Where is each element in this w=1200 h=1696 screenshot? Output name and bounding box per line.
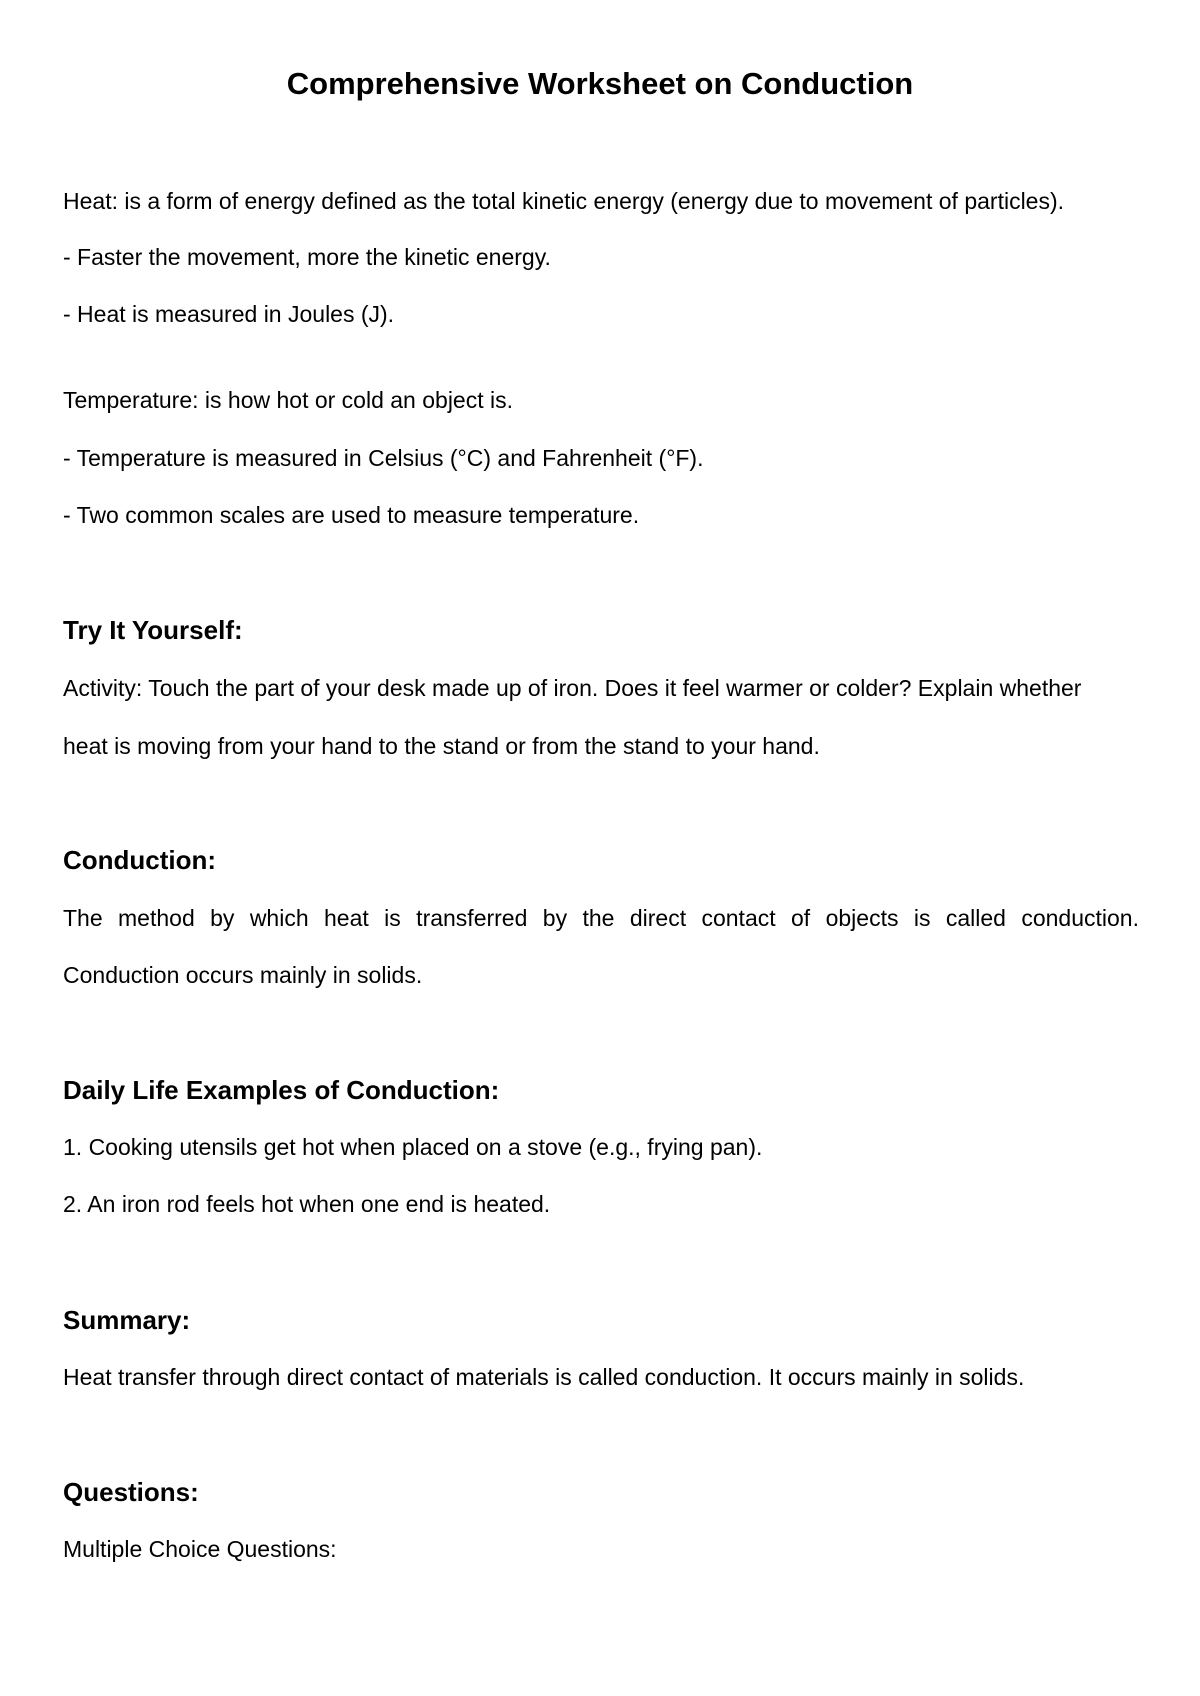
summary-text: Heat transfer through direct contact of materials is called conduction. It occurs mainly in solids. [63,1364,1025,1390]
heat-point-1: - Faster the movement, more the kinetic energy. [63,244,551,270]
try-it-yourself-line-2: heat is moving from your hand to the stand or from the stand to your hand. [63,733,820,759]
summary-heading: Summary: [63,1305,191,1335]
questions-heading: Questions: [63,1477,199,1507]
try-it-yourself-heading: Try It Yourself: [63,615,243,645]
conduction-heading: Conduction: [63,845,217,875]
heat-point-2: - Heat is measured in Joules (J). [63,301,395,327]
examples-heading: Daily Life Examples of Conduction: [63,1075,500,1105]
temperature-point-1: - Temperature is measured in Celsius (°C) and Fahrenheit (°F). [63,445,704,471]
conduction-line-1: The method by which heat is transferred by the direct contact of objects is called conduction. [63,905,1139,931]
temperature-definition: Temperature: is how hot or cold an object is. [63,387,514,413]
page-title: Comprehensive Worksheet on Conduction [286,66,914,101]
conduction-line-2: Conduction occurs mainly in solids. [63,962,423,988]
example-item-2: 2. An iron rod feels hot when one end is heated. [63,1191,551,1217]
heat-definition: Heat: is a form of energy defined as the total kinetic energy (energy due to movement of particles). [63,188,1065,214]
example-item-1: 1. Cooking utensils get hot when placed on a stove (e.g., frying pan). [63,1134,763,1160]
questions-subheading: Multiple Choice Questions: [63,1536,337,1562]
try-it-yourself-line-1: Activity: Touch the part of your desk made up of iron. Does it feel warmer or colder? Explain whether [63,675,1082,701]
temperature-point-2: - Two common scales are used to measure temperature. [63,502,640,528]
